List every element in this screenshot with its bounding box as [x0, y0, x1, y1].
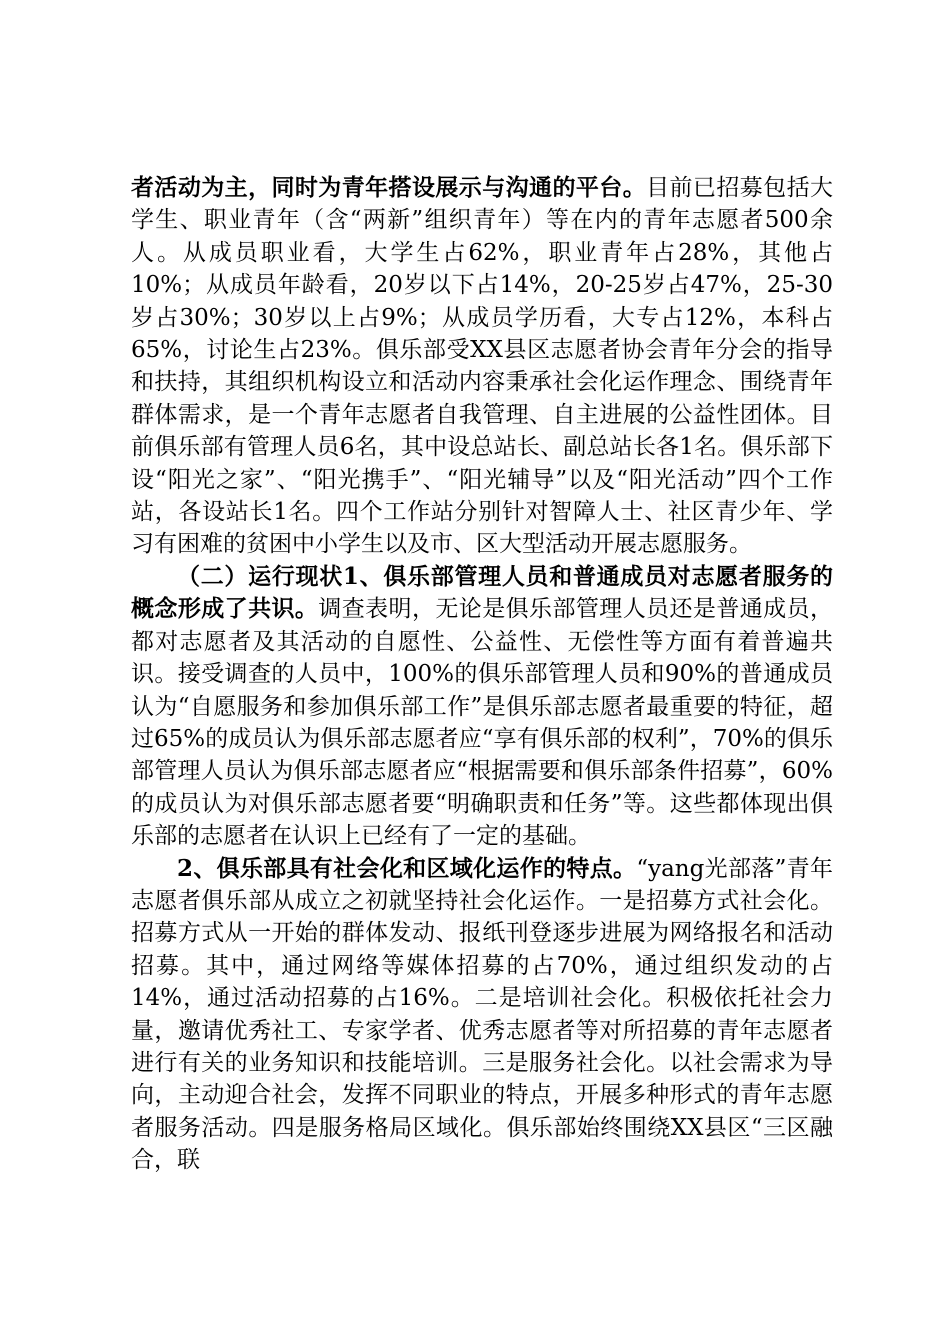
document-page	[131, 172, 833, 1177]
paragraph-body: 目前已招募包括大学生、职业青年（含“两新”组织青年）等在内的青年志愿者500余人。从成员职业看，大学生占62%，职业青年占28%，其他占10%；从成员年龄看，20岁以下占14%，20-25岁占47%，25-30岁占30%；30岁以上占9%；从成员学历看，大专占12%，本科占65%，讨论生占23%。俱乐部受XX县区志愿者协会青年分会的指导和扶持，其组织机构设立和活动内容秉承社会化运作理念、围绕青年群体需求，是一个青年志愿者自我管理、自主进展的公益性团体。目前俱乐部有管理人员6名，其中设总站长、副总站长各1名。俱乐部下设“阳光之家”、“阳光携手”、“阳光辅导”以及“阳光活动”四个工作站，各设站长1名。四个工作站分别针对智障人士、社区青少年、学习有困难的贫困中小学生以及市、区大型活动开展志愿服务。	[131, 175, 834, 558]
paragraph-lead: 2、俱乐部具有社会化和区域化运作的特点。	[177, 854, 637, 882]
paragraph-operation-status	[131, 561, 833, 853]
paragraph-club-overview	[131, 172, 833, 561]
paragraph-body: 调查表明，无论是俱乐部管理人员还是普通成员，都对志愿者及其活动的自愿性、公益性、无偿性等方面有着普遍共识。接受调查的人员中，100%的俱乐部管理人员和90%的普通成员认为“自愿服务和参加俱乐部工作”是俱乐部志愿者最重要的特征，超过65%的成员认为俱乐部志愿者应“享有俱乐部的权利”，70%的俱乐部管理人员认为俱乐部志愿者应“根据需要和俱乐部条件招募”，60%的成员认为对俱乐部志愿者要“明确职责和任务”等。这些都体现出俱乐部的志愿者在认识上已经有了一定的基础。	[131, 596, 834, 850]
paragraph-lead: 者活动为主，同时为青年搭设展示与沟通的平台。	[131, 174, 647, 201]
paragraph-body: “yang光部落”青年志愿者俱乐部从成立之初就坚持社会化运作。一是招募方式社会化。招募方式从一开始的群体发动、报纸刊登逐步进展为网络报名和活动招募。其中，通过网络等媒体招募的占70%，通过组织发动的占14%，通过活动招募的占16%。二是培训社会化。积极依托社会力量，邀请优秀社工、专家学者、优秀志愿者等对所招募的青年志愿者进行有关的业务知识和技能培训。三是服务社会化。以社会需求为导向，主动迎合社会，发挥不同职业的特点，开展多种形式的青年志愿者服务活动。四是服务格局区域化。俱乐部始终围绕XX县区“三区融合，联	[131, 855, 833, 1174]
paragraph-lead: （二）运行现状1、俱乐部管理人员和普通成员对志愿者服务的概念形成了共识。	[131, 562, 833, 623]
paragraph-socialized-operation	[131, 853, 833, 1177]
